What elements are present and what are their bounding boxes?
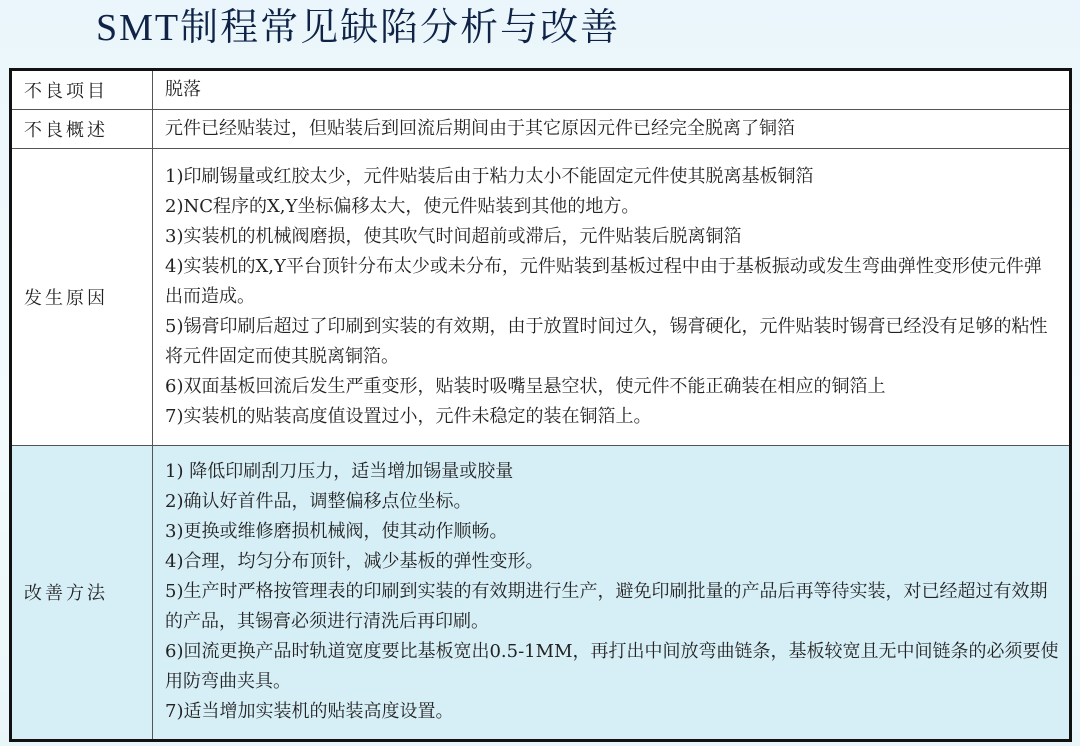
table-row-overview bbox=[11, 110, 1071, 149]
improvement-item: 3)更换或维修磨损机械阀，使其动作顺畅。 bbox=[165, 521, 508, 543]
row-label-improvements: 改善方法 bbox=[11, 445, 153, 740]
improvement-item: 5)生产时严格按管理表的印刷到实装的有效期进行生产，避免印刷批量的产品后再等待实装，对已经超过有效期的产品，其锡膏必须进行清洗后再印刷。 bbox=[165, 581, 1048, 633]
improvements-list bbox=[153, 445, 1071, 740]
cause-item: 3)实装机的机械阀磨损，使其吹气时间超前或滞后，元件贴装后脱离铜箔 bbox=[165, 225, 742, 247]
row-label-overview: 不良概述 bbox=[11, 110, 153, 149]
page-title: SMT制程常见缺陷分析与改善 bbox=[96, 7, 621, 49]
cause-item: 1)印刷锡量或红胶太少，元件贴装后由于粘力太小不能固定元件使其脱离基板铜箔 bbox=[165, 165, 814, 187]
table-row-causes bbox=[11, 149, 1071, 445]
cause-item: 7)实装机的贴装高度值设置过小，元件未稳定的装在铜箔上。 bbox=[165, 405, 652, 427]
improvement-item: 1) 降低印刷刮刀压力，适当增加锡量或胶量 bbox=[165, 461, 514, 483]
table-row-item bbox=[11, 70, 1071, 110]
cause-item: 2)NC程序的X,Y坐标偏移太大，使元件贴装到其他的地方。 bbox=[165, 195, 640, 217]
improvement-item: 7)适当增加实装机的贴装高度设置。 bbox=[165, 701, 454, 723]
row-label-causes: 发生原因 bbox=[11, 149, 153, 445]
improvement-item: 4)合理，均匀分布顶针，减少基板的弹性变形。 bbox=[165, 551, 544, 573]
cause-item: 6)双面基板回流后发生严重变形，贴装时吸嘴呈悬空状，使元件不能正确装在相应的铜箔上 bbox=[165, 375, 886, 397]
improvement-item: 2)确认好首件品，调整偏移点位坐标。 bbox=[165, 491, 472, 513]
cause-item: 5)锡膏印刷后超过了印刷到实装的有效期，由于放置时间过久，锡膏硬化，元件贴装时锡膏已经没有足够的粘性将元件固定而使其脱离铜箔。 bbox=[165, 315, 1048, 367]
causes-list bbox=[153, 149, 1071, 445]
cause-item: 4)实装机的X,Y平台顶针分布太少或未分布，元件贴装到基板过程中由于基板振动或发生弯曲弹性变形使元件弹出而造成。 bbox=[165, 255, 1042, 307]
defect-item-value: 脱落 bbox=[153, 70, 1071, 110]
row-label-item: 不良项目 bbox=[11, 70, 153, 110]
defect-analysis-table bbox=[9, 68, 1072, 742]
defect-overview-value: 元件已经贴装过，但贴装后到回流后期间由于其它原因元件已经完全脱离了铜箔 bbox=[153, 110, 1071, 149]
improvement-item: 6)回流更换产品时轨道宽度要比基板宽出0.5-1MM，再打出中间放弯曲链条，基板较宽且无中间链条的必须要使用防弯曲夹具。 bbox=[165, 641, 1059, 693]
table-row-improvements bbox=[11, 445, 1071, 740]
